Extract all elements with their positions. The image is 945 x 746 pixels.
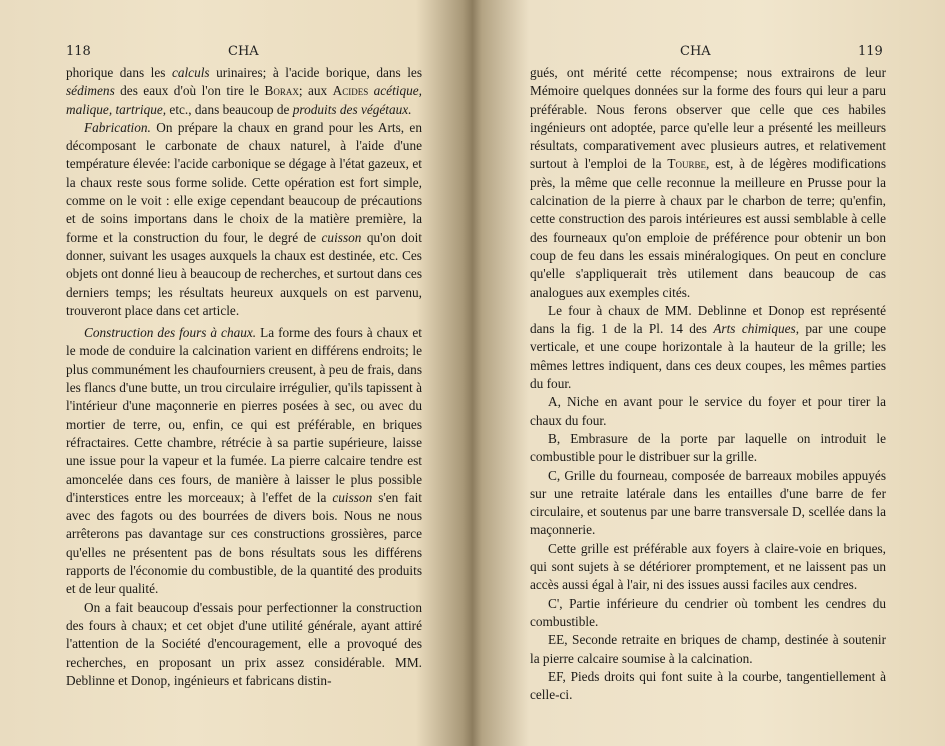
italic-run: Construction des fours à chaux. — [84, 325, 257, 341]
paragraph — [530, 64, 886, 302]
paragraph — [530, 467, 886, 540]
paragraph — [66, 599, 422, 690]
text-run: EF, Pieds droits qui font suite à la courbe, tangentiellement à celle-ci. — [530, 668, 886, 703]
running-head-right: CHA — [680, 44, 711, 59]
text-run: qu'on doit donner, suivant les usages auxquels la chaux est destinée, etc. Ces objets ont donné lieu à beaucoup de recherches, et surtout dans ces derniers temps; les résultats heureux auxquels on est parvenu, trouveront place dans cet article. — [66, 229, 422, 318]
italic-run: Arts chimiques — [713, 321, 796, 337]
text-run: phorique dans les — [66, 65, 172, 80]
italic-run: calculs — [171, 65, 210, 80]
paragraph — [530, 393, 886, 430]
paragraph — [530, 540, 886, 595]
italic-run: Fabrication. — [84, 119, 151, 135]
running-head-left: CHA — [228, 44, 259, 59]
paragraph — [66, 64, 422, 119]
text-run: etc., dans beaucoup de — [166, 101, 293, 117]
italic-run: cuisson — [332, 489, 373, 505]
paragraph — [66, 119, 422, 320]
smallcaps-run: Tourbe — [667, 156, 706, 172]
italic-run: acétique, malique, tartrique, — [66, 83, 422, 117]
paragraph — [530, 302, 886, 393]
smallcaps-run: Borax — [264, 83, 299, 99]
paragraph — [530, 631, 886, 668]
text-run: C', Partie inférieure du cendrier où tombent les cendres du combustible. — [530, 595, 886, 629]
text-run: gués, ont mérité cette récompense; nous extrairons de leur Mémoire quelques données sur la forme des fours qui leur a paru préférable. Nous ferons observer que celle que ces habiles ingénieurs ont adoptée, parce qu'elle leur a présenté les meilleurs résultats, comparativement avec plusieurs autres, et relativement surtout à l'emploi de la — [530, 65, 886, 172]
right-page-text — [530, 64, 886, 704]
text-run: EE, Seconde retraite en briques de champ, destinée à soutenir la pierre calcaire soumise à la calcination. — [530, 632, 886, 666]
paragraph — [530, 430, 886, 467]
paragraph — [530, 668, 886, 705]
left-page-text — [66, 64, 422, 690]
text-run: urinaires; à l'acide borique, dans les — [209, 65, 422, 80]
left-page — [0, 0, 472, 746]
text-run: A, Niche en avant pour le service du foyer et pour tirer la chaux du four. — [530, 394, 886, 428]
text-run: C, Grille du fourneau, composée de barreaux mobiles appuyés sur une retraite latérale dans les entailles d'une barre de fer circulaire, et soutenus par une barre transversale D, scellée dans la maçonnerie. — [530, 467, 886, 538]
page-number-left: 118 — [66, 44, 91, 59]
text-run: B, Embrasure de la porte par laquelle on introduit le combustible pour le distribuer sur la grille. — [530, 430, 886, 465]
text-run: , par une coupe verticale, et une coupe horizontale à la hauteur de la grille; les mêmes lettres indiquent, dans ces deux coupes, les mêmes parties du four. — [530, 321, 886, 392]
text-run: des eaux d'où l'on tire le — [114, 83, 265, 99]
text-run: Cette grille est préférable aux foyers à claire-voie en briques, qui sont sujets à se détériorer promptement, et ne laissent pas un accès aussi égal à l'air, ni des issues aussi faciles aux cendres. — [530, 540, 886, 593]
text-run: On prépare la chaux en grand pour les Arts, en décomposant le carbonate de chaux naturel, à l'aide d'une température élevée: l'acide carbonique se dégage à l'état gazeux, et la chaux reste sous forme solide. Cette opération est fort simple, comme on le voit : elle exige cependant beaucoup de précautions et de soins importans dans le choix de la matière première, la forme et la construction du four, le degré de — [66, 119, 422, 245]
text-run: Le four à chaux de MM. Deblinne et Donop est représenté dans la fig. 1 de la Pl. 14 des — [530, 302, 886, 337]
paragraph — [66, 324, 422, 598]
page-number-right: 119 — [858, 44, 883, 59]
smallcaps-run: Acides — [332, 83, 369, 99]
italic-run: sédimens — [66, 83, 115, 99]
text-run: On a fait beaucoup d'essais pour perfectionner la construction des fours à chaux; et cet objet d'une utilité générale, ayant attiré l'attention de la Société d'encouragement, elle a provoqué des recherches, en proposant un prix assez considérable. MM. Deblinne et Donop, ingénieurs et fabricans distin- — [66, 599, 422, 688]
text-run: , est, à de légères modifications près, la même que celle reconnue la meilleure en Prusse pour la calcination de la pierre à chaux par le charbon de terre; qu'enfin, cette construction des parois intérieures est aussi semblable à celle des fourneaux qu'on emploie de préférence pour obtenir un bon coup de feu dans les essais minéralogiques. On peut en conclure qu'elle s'appliquerait très utilement dans beaucoup de cas analogues aux exemples cités. — [530, 156, 886, 300]
text-run: s'en fait avec des fagots ou des bourrées de divers bois. Nous ne nous arrêterons pas davantage sur ces constructions grossières, parce qu'elles ne présentent pas de bons résultats sous les différens rapports de l'économie du combustible, de la quantité des produits et de leur qualité. — [66, 489, 422, 597]
text-run: La forme des fours à chaux et le mode de conduire la calcination varient en différens endroits; le plus communément les chaufourniers creusent, à peu de frais, dans les flancs d'une butte, un trou circulaire irrégulier, qu'ils tapissent à l'intérieur d'une maçonnerie en pierres posées à sec, ou avec du mortier de terre, ou, enfin, ce qui est préférable, en briques réfractaires. Cette chambre, rétrécie à sa partie supérieure, laisse une issue pour la vapeur et la fumée. La pierre calcaire tendre est amoncelée dans ces fours, de manière à laisser le plus possible d'interstices entre les morceaux; à l'effet de la — [66, 325, 423, 505]
italic-run: cuisson — [321, 229, 362, 245]
right-page — [472, 0, 945, 746]
italic-run: produits des végétaux. — [292, 101, 412, 117]
paragraph — [530, 595, 886, 632]
text-run: ; aux — [298, 83, 333, 99]
